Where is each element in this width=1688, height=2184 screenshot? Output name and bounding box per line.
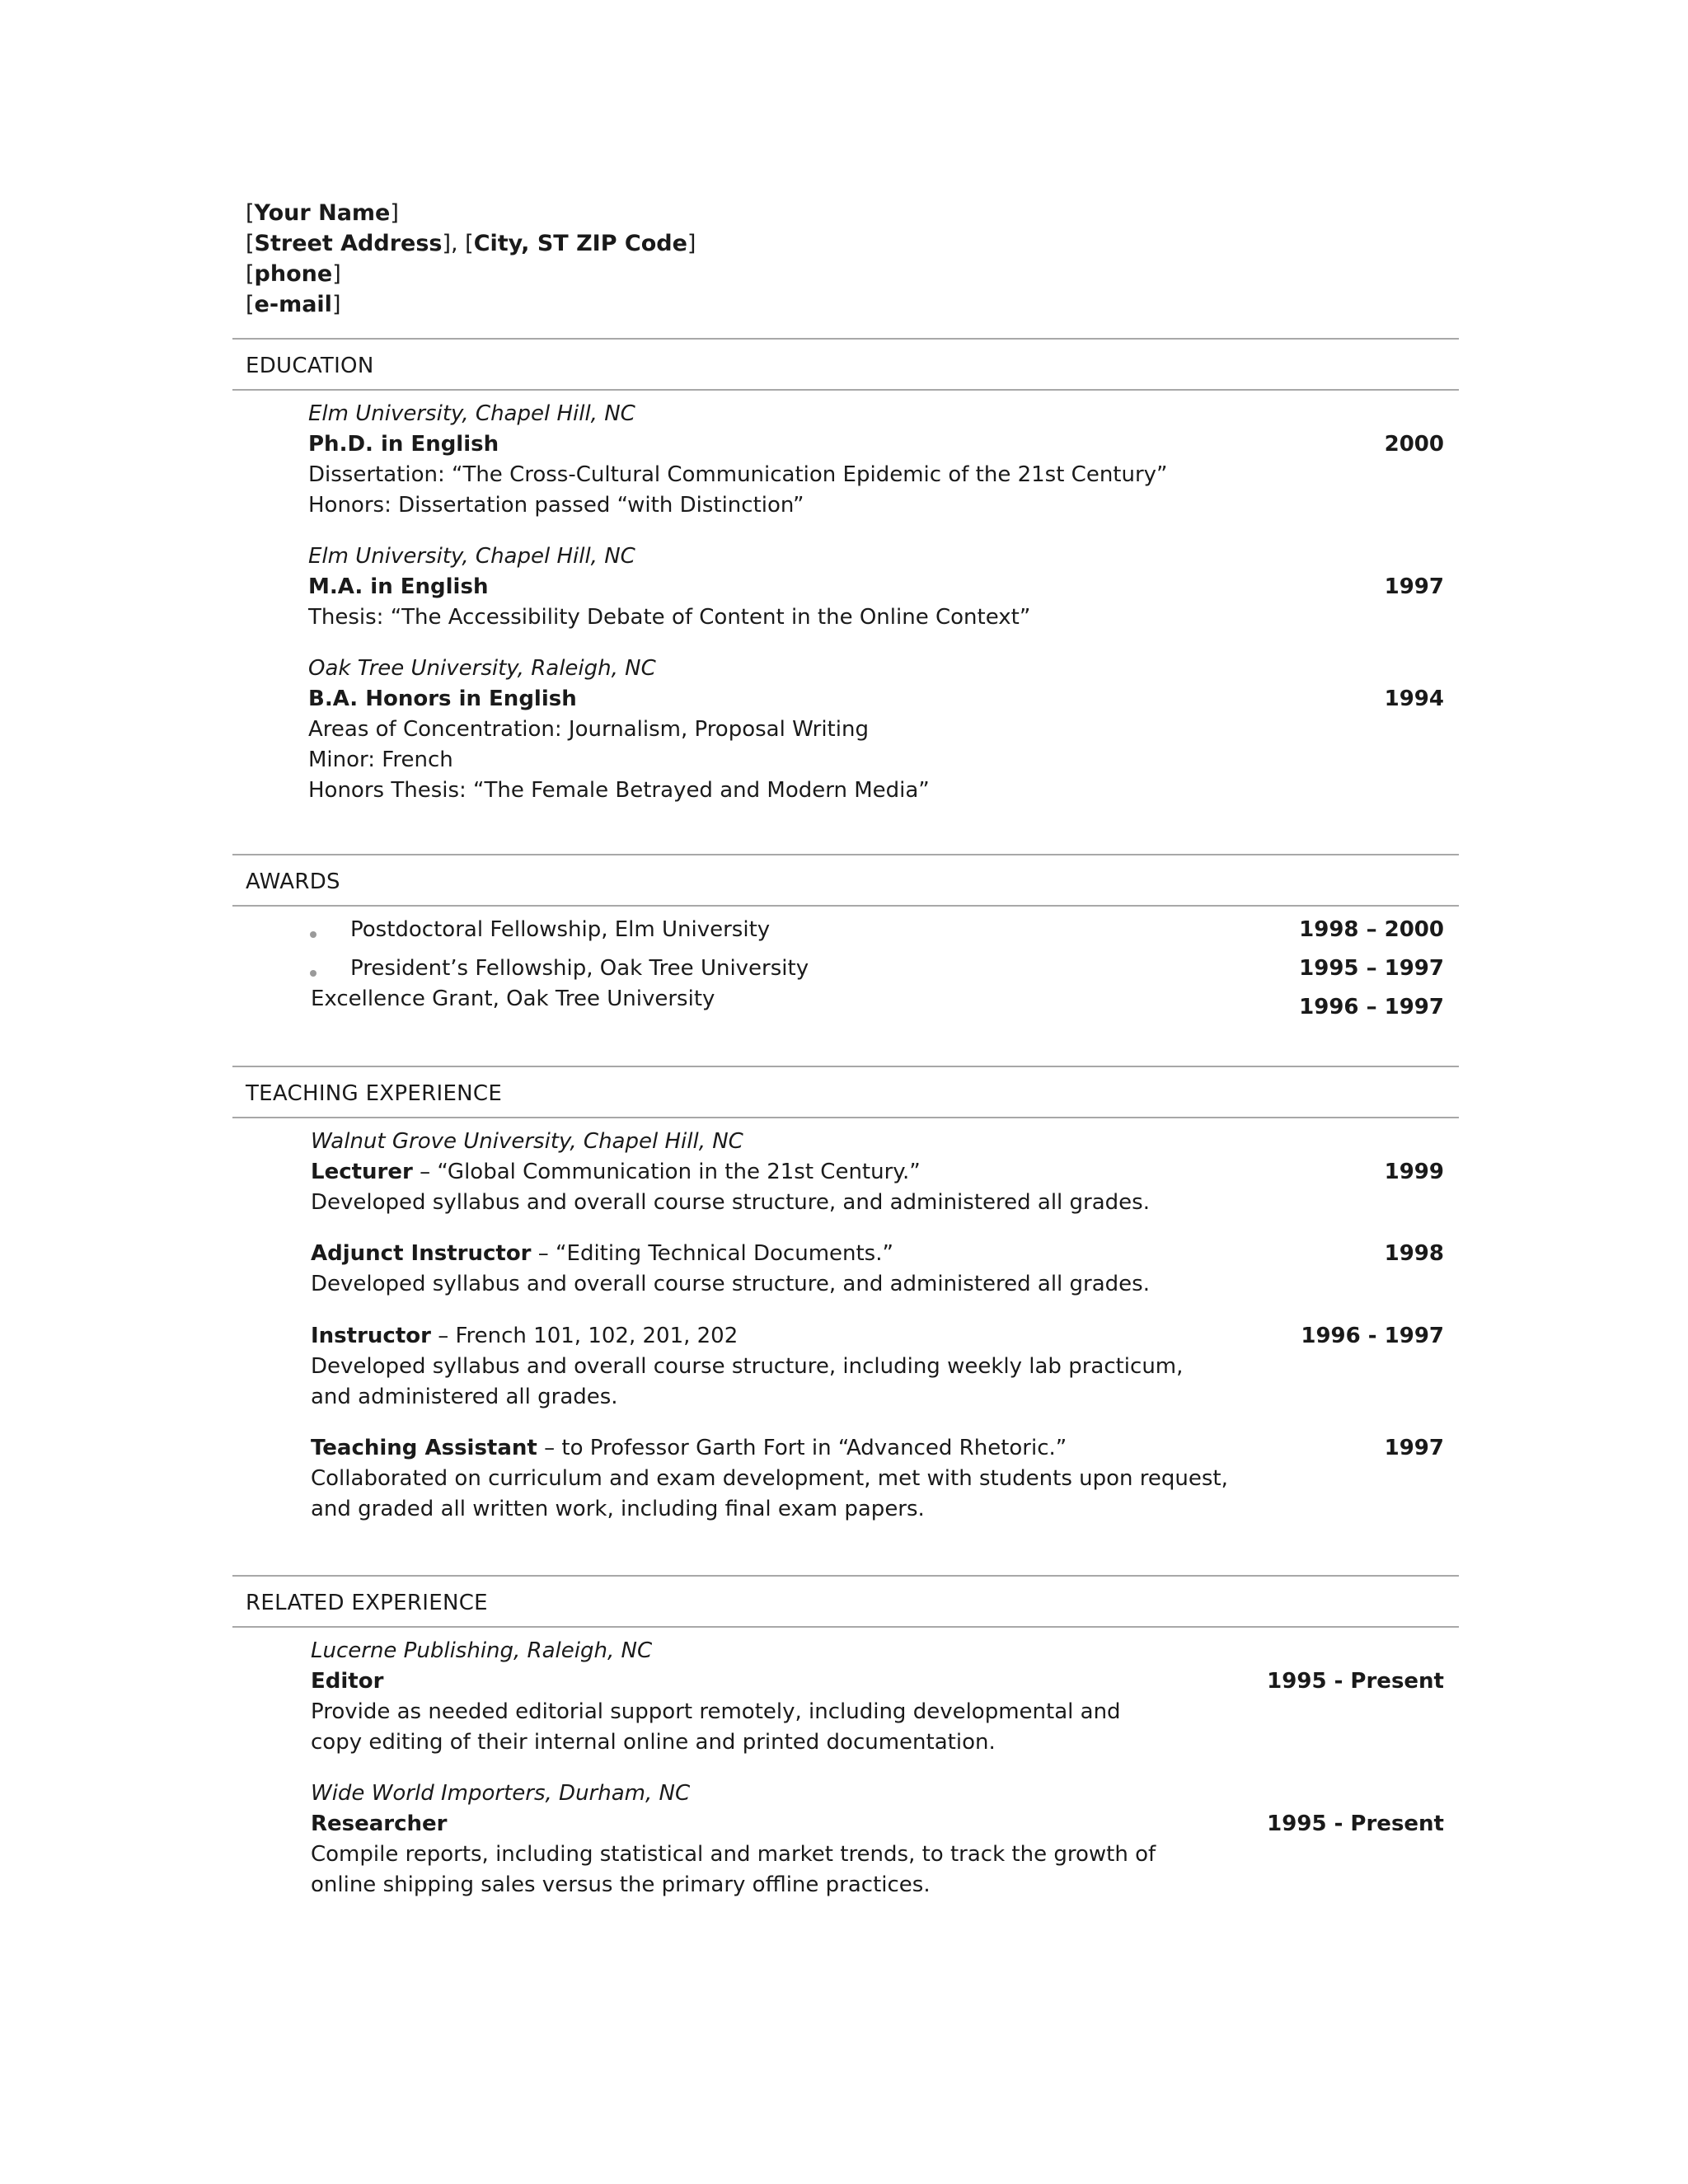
related-role: Researcher	[311, 1811, 448, 1836]
section-divider	[232, 1626, 1459, 1628]
education-heading: EDUCATION	[246, 354, 374, 378]
section-divider	[232, 1117, 1459, 1118]
award-years: 1995 – 1997	[1299, 956, 1444, 981]
bullet-icon	[310, 970, 316, 977]
teaching-heading: TEACHING EXPERIENCE	[246, 1081, 503, 1106]
contact-phone: [phone]	[246, 261, 341, 287]
edu-year: 2000	[1384, 432, 1444, 457]
award-item: Postdoctoral Fellowship, Elm University	[350, 917, 771, 942]
contact-email: [e-mail]	[246, 292, 341, 317]
teaching-detail: Collaborated on curriculum and exam development, met with students upon request,	[311, 1466, 1228, 1491]
teaching-detail: Developed syllabus and overall course structure, and administered all grades.	[311, 1272, 1150, 1296]
teaching-detail: and administered all grades.	[311, 1385, 618, 1409]
teaching-year: 1999	[1384, 1160, 1444, 1184]
teaching-role: Instructor – French 101, 102, 201, 202	[311, 1324, 738, 1348]
teaching-detail: Developed syllabus and overall course structure, including weekly lab practicum,	[311, 1354, 1184, 1379]
edu-degree: M.A. in English	[308, 574, 489, 599]
edu-degree: B.A. Honors in English	[308, 687, 577, 711]
related-detail: copy editing of their internal online and printed documentation.	[311, 1730, 996, 1755]
related-role: Editor	[311, 1669, 384, 1694]
award-item: Excellence Grant, Oak Tree University	[311, 987, 715, 1011]
edu-detail: Thesis: “The Accessibility Debate of Content in the Online Context”	[308, 605, 1031, 630]
edu-detail: Minor: French	[308, 748, 453, 772]
award-item: President’s Fellowship, Oak Tree University	[350, 956, 809, 981]
section-divider	[232, 338, 1459, 340]
bullet-icon	[310, 931, 316, 938]
contact-block	[246, 198, 696, 320]
edu-school: Elm University, Chapel Hill, NC	[308, 544, 635, 569]
related-detail: Compile reports, including statistical and market trends, to track the growth of	[311, 1842, 1156, 1867]
teaching-year: 1998	[1384, 1241, 1444, 1266]
section-divider	[232, 905, 1459, 907]
edu-detail: Honors: Dissertation passed “with Distinction”	[308, 493, 804, 518]
contact-address: [Street Address], [City, ST ZIP Code]	[246, 231, 696, 256]
related-years: 1995 - Present	[1267, 1811, 1444, 1836]
award-years: 1996 – 1997	[1299, 995, 1444, 1019]
teaching-role: Teaching Assistant – to Professor Garth Fort in “Advanced Rhetoric.”	[311, 1436, 1067, 1460]
section-divider	[232, 1575, 1459, 1577]
section-divider	[232, 389, 1459, 391]
teaching-role: Adjunct Instructor – “Editing Technical Documents.”	[311, 1241, 893, 1266]
teaching-year: 1996 - 1997	[1301, 1324, 1444, 1348]
section-divider	[232, 1066, 1459, 1067]
related-years: 1995 - Present	[1267, 1669, 1444, 1694]
related-company: Wide World Importers, Durham, NC	[311, 1781, 691, 1806]
edu-degree: Ph.D. in English	[308, 432, 499, 457]
teaching-school: Walnut Grove University, Chapel Hill, NC	[311, 1129, 743, 1154]
awards-heading: AWARDS	[246, 869, 340, 894]
edu-detail: Areas of Concentration: Journalism, Proposal Writing	[308, 717, 869, 742]
edu-school: Oak Tree University, Raleigh, NC	[308, 656, 656, 681]
edu-year: 1997	[1384, 574, 1444, 599]
edu-detail: Honors Thesis: “The Female Betrayed and Modern Media”	[308, 778, 930, 803]
teaching-year: 1997	[1384, 1436, 1444, 1460]
contact-name: [Your Name]	[246, 200, 399, 226]
edu-detail: Dissertation: “The Cross-Cultural Communication Epidemic of the 21st Century”	[308, 462, 1168, 487]
related-heading: RELATED EXPERIENCE	[246, 1591, 488, 1615]
related-detail: Provide as needed editorial support remotely, including developmental and	[311, 1699, 1121, 1724]
edu-school: Elm University, Chapel Hill, NC	[308, 401, 635, 426]
related-detail: online shipping sales versus the primary offline practices.	[311, 1872, 931, 1897]
teaching-role: Lecturer – “Global Communication in the 21st Century.”	[311, 1160, 921, 1184]
award-years: 1998 – 2000	[1299, 917, 1444, 942]
section-divider	[232, 854, 1459, 855]
teaching-detail: and graded all written work, including final exam papers.	[311, 1497, 925, 1521]
edu-year: 1994	[1384, 687, 1444, 711]
related-company: Lucerne Publishing, Raleigh, NC	[311, 1638, 653, 1663]
teaching-detail: Developed syllabus and overall course structure, and administered all grades.	[311, 1190, 1150, 1215]
